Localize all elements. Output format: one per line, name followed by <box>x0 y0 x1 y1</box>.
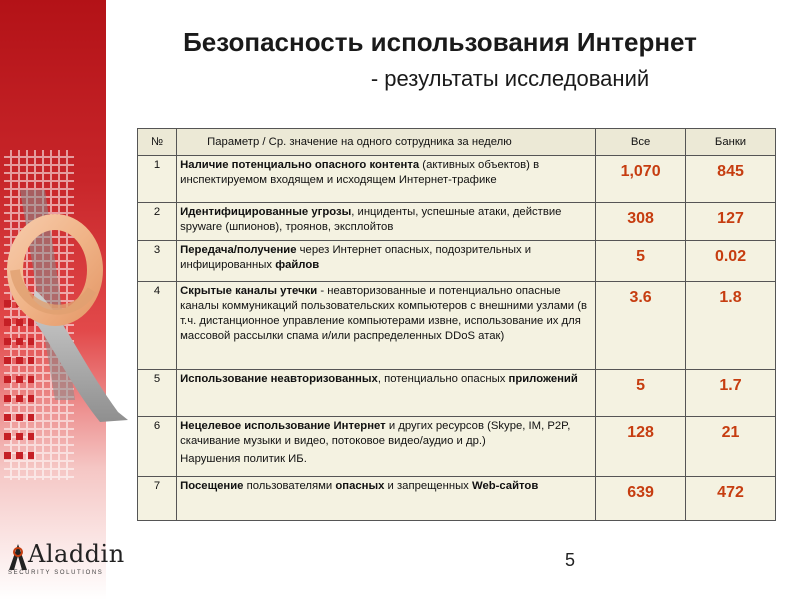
row-num: 6 <box>138 417 177 477</box>
row-param-bold: Использование неавторизованных <box>180 373 378 385</box>
row-value-banks: 21 <box>686 417 776 477</box>
row-value-banks: 0.02 <box>686 241 776 282</box>
row-value-banks: 1.7 <box>686 370 776 417</box>
row-param-bold: Скрытые каналы утечки <box>180 285 318 297</box>
row-num: 5 <box>138 370 177 417</box>
page-title: Безопасность использования Интернет <box>183 27 697 57</box>
page-subtitle: - результаты исследований <box>370 66 650 91</box>
row-param-text: , инциденты, успешные атаки, действие spyware (шпионов), троянов, эксплойтов <box>180 206 562 233</box>
row-param-bold: Передача/получение <box>180 244 297 256</box>
row-num: 4 <box>138 282 177 370</box>
row-num: 7 <box>138 477 177 521</box>
results-table <box>137 128 776 521</box>
row-param-text: и запрещенных <box>384 480 472 492</box>
header-banks: Банки <box>686 129 776 156</box>
row-param-bold: Нецелевое использование Интернет <box>180 420 386 432</box>
table-row <box>138 477 776 521</box>
row-value-banks: 127 <box>686 203 776 241</box>
row-param-text: пользователями <box>243 480 336 492</box>
row-param-bold: приложений <box>508 373 578 385</box>
row-param-text: через Интернет опасных, подозрительных и инфицированных <box>180 244 532 271</box>
table-header-row <box>138 129 776 156</box>
row-param-text: , потенциально опасных <box>377 373 509 385</box>
row-param <box>177 156 596 203</box>
row-param-bold: опасных <box>335 480 385 492</box>
row-param-bold: Идентифицированные угрозы <box>180 206 352 218</box>
decorative-ring-graphic <box>0 150 140 440</box>
header-num: № <box>138 129 177 156</box>
table-row <box>138 282 776 370</box>
table-row <box>138 370 776 417</box>
row-param <box>177 370 596 417</box>
table-row <box>138 156 776 203</box>
table-row <box>138 241 776 282</box>
header-param: Параметр / Ср. значение на одного сотрудника за неделю <box>177 129 596 156</box>
row-value-all: 308 <box>596 203 686 241</box>
row-param-text: и других ресурсов (Skype, IM, P2P, скачивание музыки и видео, потоковое видео/аудио и др.) <box>180 420 571 447</box>
row-value-banks: 472 <box>686 477 776 521</box>
row-num: 1 <box>138 156 177 203</box>
row-param <box>177 203 596 241</box>
row-param-text: (активных объектов) в инспектируемом входящем и исходящем Интернет-трафике <box>180 159 540 186</box>
row-num: 2 <box>138 203 177 241</box>
header-all: Все <box>596 129 686 156</box>
row-value-banks: 1.8 <box>686 282 776 370</box>
row-param-bold: файлов <box>275 259 320 271</box>
row-value-all: 639 <box>596 477 686 521</box>
row-value-all: 3.6 <box>596 282 686 370</box>
row-param <box>177 477 596 521</box>
table-row <box>138 203 776 241</box>
row-param <box>177 241 596 282</box>
row-param <box>177 417 596 477</box>
logo-name: Aladdin <box>28 540 125 568</box>
row-value-all: 5 <box>596 241 686 282</box>
lamp-icon <box>6 542 30 572</box>
row-param <box>177 282 596 370</box>
row-num: 3 <box>138 241 177 282</box>
page-number: 5 <box>565 550 576 570</box>
row-value-all: 1,070 <box>596 156 686 203</box>
row-param-text: - неавторизованные и потенциально опасные каналы коммуникаций пользовательских компьютеров с внешними узлами (в т.ч. дистанционное управление компьютерами извне, использование их для массовой рассылки спама и/или распределенных DDoS атак) <box>180 285 587 342</box>
row-value-all: 128 <box>596 417 686 477</box>
row-param-bold: Web-сайтов <box>471 480 539 492</box>
row-param-bold: Посещение <box>180 480 244 492</box>
logo-tagline: SECURITY SOLUTIONS <box>8 570 104 576</box>
row-value-banks: 845 <box>686 156 776 203</box>
row-value-all: 5 <box>596 370 686 417</box>
row-param-bold: Наличие потенциально опасного контента <box>180 159 420 171</box>
table-row <box>138 417 776 477</box>
row-param-extra: Нарушения политик ИБ. <box>180 453 307 465</box>
